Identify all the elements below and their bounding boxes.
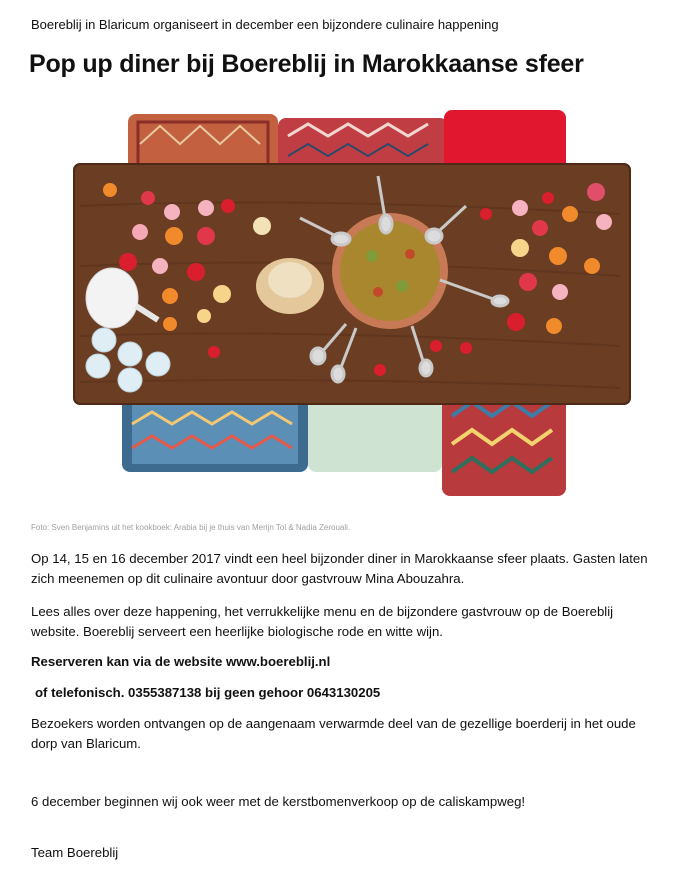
photo-caption: Foto: Sven Benjamins uit het kookboek: Arabia bij je thuis van Merijn Tol & Nadia Zerouali. <box>31 523 351 532</box>
paragraph-reservation: Reserveren kan via de website www.boereblij.nl <box>31 654 331 669</box>
paragraph-phone: of telefonisch. 0355387138 bij geen gehoor 0643130205 <box>35 685 381 700</box>
paragraph-christmas-trees: 6 december beginnen wij ook weer met de kerstbomenverkoop op de caliskampweg! <box>31 794 526 809</box>
signature: Team Boereblij <box>31 845 119 860</box>
flatbread <box>256 258 324 314</box>
paragraph-website-info: Lees alles over deze happening, het verrukkelijke menu en de bijzondere gastvrouw op de Boereblij website. Boereblij serveert een heerlijke biologische rode en witte wijn. <box>31 604 614 639</box>
page-title: Pop up diner bij Boereblij in Marokkaanse sfeer <box>29 50 584 78</box>
dinner-table-photo <box>0 96 690 516</box>
paragraph-event-dates: Op 14, 15 en 16 december 2017 vindt een heel bijzonder diner in Marokkaanse sfeer plaats. Gasten laten zich meenemen op dit culinaire avontuur door gastvrouw Mina Abouzahra. <box>31 551 648 586</box>
paragraph-venue: Bezoekers worden ontvangen op de aangenaam verwarmde deel van de gezellige boerderij in het oude dorp van Blaricum. <box>31 716 636 751</box>
intro-line: Boereblij in Blaricum organiseert in december een bijzondere culinaire happening <box>31 17 499 32</box>
bottom-cushions <box>122 396 566 496</box>
